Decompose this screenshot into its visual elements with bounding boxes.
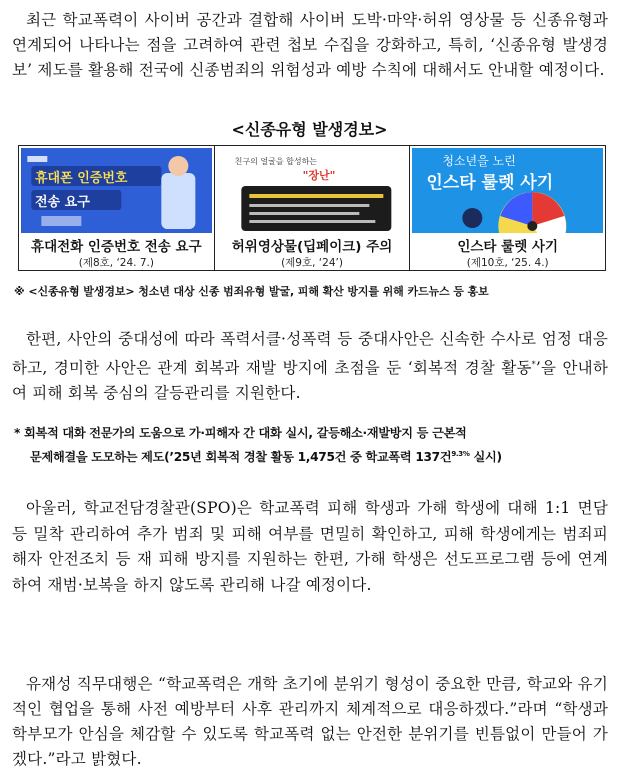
paragraph-new-crime-alert <box>12 8 608 83</box>
thumb-subline: 친구의 얼굴을 합성하는 <box>234 157 318 166</box>
card-thumbnail-deepfake <box>217 148 408 233</box>
card-issue: (제9호, ‘24’) <box>281 257 343 269</box>
thumb-highlight: "장난" <box>302 169 336 182</box>
footnote-text: 실시) <box>469 450 502 465</box>
footnote <box>14 423 610 468</box>
thumb-headline-2: 전송 요구 <box>35 195 90 210</box>
footnote-line-1: * 회복적 대화 전문가의 도움으로 가·피해자 간 대화 실시, 갈등해소·재발방지 등 근본적 <box>14 426 467 440</box>
paragraph-text: 아울러, 학교전담경찰관(SPO)은 학교폭력 피해 학생과 가해 학생에 대해 1:1 면담 등 밀착 관리하여 추가 범죄 및 피해 여부를 면밀히 확인하고, 피해 학생에게는 범죄피해자 안전조치 등 재 피해 방지를 지원하는 한편, 가해 학생은 선도프로그램 등에 연계하여 재범·보복을 하지 않도록 관리해 나갈 예정이다. <box>12 499 608 594</box>
alert-card-table <box>18 145 606 271</box>
alert-card-2 <box>215 146 411 270</box>
paragraph-quote <box>12 672 608 772</box>
thumb-headline: 인스타 룰렛 사기 <box>426 173 554 193</box>
alert-card-1 <box>19 146 215 270</box>
card-title: 휴대전화 인증번호 전송 요구 <box>31 239 202 255</box>
footnote-percent: 9.3% <box>451 450 470 458</box>
paragraph-text: 유재성 직무대행은 “학교폭력은 개학 초기에 분위기 형성이 중요한 만큼, 학교와 유기적인 협업을 통해 사전 예방부터 사후 관리까지 체계적으로 대응하겠다.”라며 “학생과 학부모가 안심을 체감할 수 있도록 학교폭력 없는 안전한 분위기를 빈틈없이 만들어 가겠다.”라고 밝혔다. <box>12 675 608 768</box>
card-issue: (제10호, ‘25. 4.) <box>466 257 549 269</box>
alert-note: ※ <신종유형 발생경보> 청소년 대상 신종 범죄유형 발굴, 피해 확산 방지를 위해 카드뉴스 등 홍보 <box>14 285 489 298</box>
card-title: 인스타 룰렛 사기 <box>457 239 559 255</box>
footnote-text: 문제해결을 도모하는 제도(’25년 회복적 경찰 활동 1,475건 중 학교폭력 137건 <box>30 450 452 465</box>
paragraph-text: 한편, 사안의 중대성에 따라 폭력서클·성폭력 등 중대사안은 신속한 수사로 엄정 대응하고, 경미한 사안은 관계 회복과 재발 방지에 초점을 둔 ‘회복적 경찰 활동 <box>12 330 608 378</box>
paragraph-restorative-policing <box>12 327 608 406</box>
thumb-subline: 청소년을 노린 <box>442 154 516 168</box>
alert-card-3 <box>410 146 605 270</box>
footnote-line-2 <box>14 444 610 468</box>
card-title: 허위영상물(딥페이크) 주의 <box>231 239 393 255</box>
thumb-headline-1: 휴대폰 인증번호 <box>35 171 128 186</box>
paragraph-text: 최근 학교폭력이 사이버 공간과 결합해 사이버 도박·마약·허위 영상물 등 신종유형과 연계되어 나타나는 점을 고려하여 관련 첩보 수집을 강화하고, 특히, ‘신종유형 발생경보’ 제도를 활용해 전국에 신종범죄의 위험성과 예방 수칙에 대해서도 안내할 예정이다. <box>12 11 608 79</box>
card-issue: (제8호, ‘24. 7.) <box>78 257 154 269</box>
paragraph-text: ’을 안내하여 피해 회복 중심의 갈등관리를 지원한다. <box>12 359 609 403</box>
footnote-marker: * <box>531 360 536 369</box>
card-thumbnail-roulette <box>412 148 603 233</box>
card-thumbnail-phone-auth <box>21 148 212 233</box>
section-title: <신종유형 발생경보> <box>231 120 388 139</box>
paragraph-spo <box>12 496 608 598</box>
